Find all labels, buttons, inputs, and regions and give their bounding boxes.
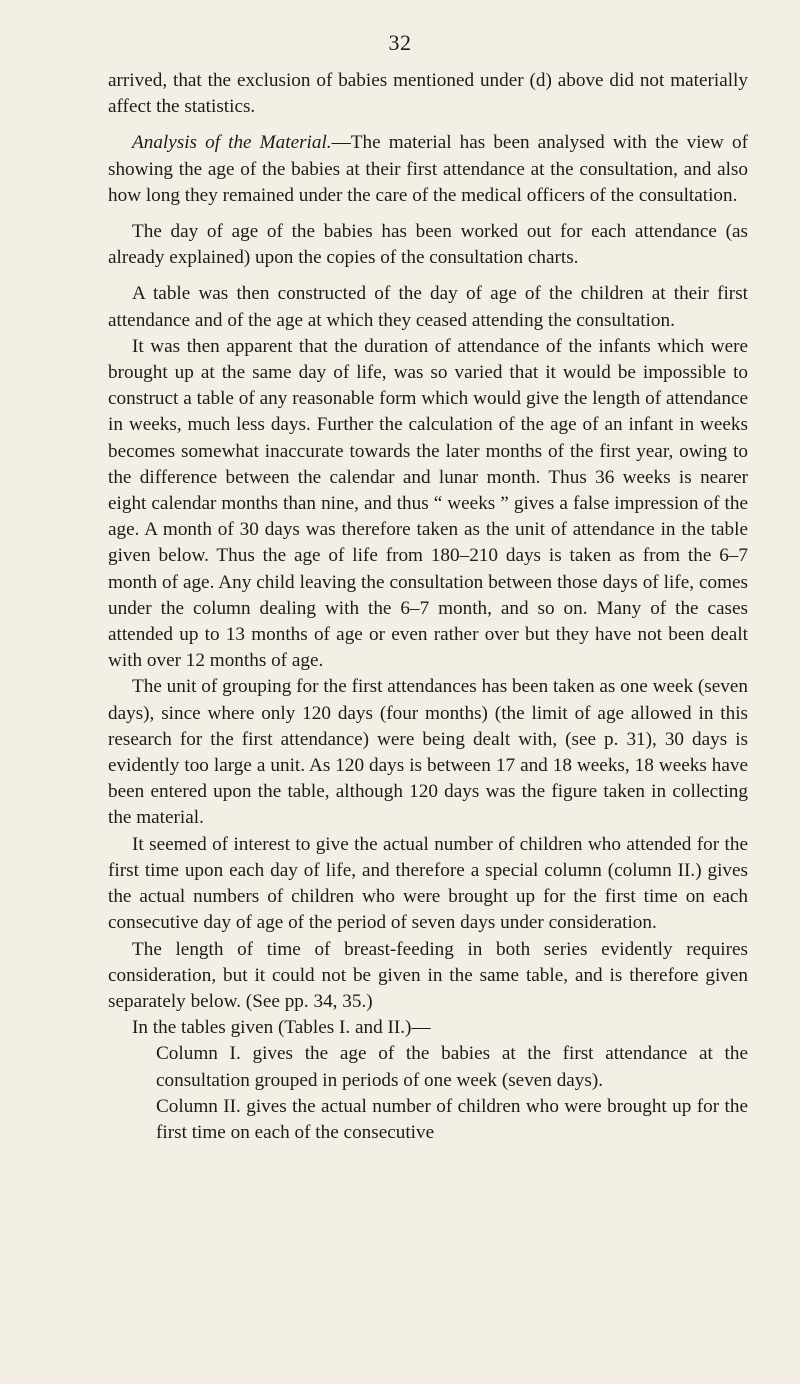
paragraph-unit-grouping: The unit of grouping for the first attendances has been taken as one week (seven days), since where only 120 days (four months) (the limit of age allowed in this research for the first attendance) were being dealt with, (see p. 31), 30 days is evidently too large a unit. As 120 days is between 17 and 18 weeks, 18 weeks have been entered upon the table, although 120 days was the figure taken in collecting the material. bbox=[108, 676, 748, 829]
body-text bbox=[108, 68, 748, 1146]
paragraph-day-of-age: The day of age of the babies has been worked out for each attendance (as already explained) upon the copies of the consultation charts. bbox=[108, 221, 748, 269]
paragraph-analysis bbox=[108, 130, 748, 209]
paragraph-breast-feeding: The length of time of breast-feeding in both series evidently requires consideration, but it could not be given in the same table, and is therefore given separately below. (See pp. 34, 35.) bbox=[108, 938, 748, 1012]
paragraph-tables-intro: In the tables given (Tables I. and II.)— bbox=[132, 1017, 431, 1039]
paragraph-table-constructed: A table was then constructed of the day of age of the children at their first attendance and of the age at which they ceased attending the consultation. bbox=[108, 283, 748, 331]
list-item-column-1: Column I. gives the age of the babies at the first attendance at the consultation grouped in periods of one week (seven days). bbox=[156, 1043, 748, 1091]
paragraph-duration: It was then apparent that the duration of attendance of the infants which were brought up at the same day of life, was so varied that it would be impossible to construct a table of any reasonable form which would give the length of attendance in weeks, much less days. Further the calculation of the age of an infant in weeks becomes somewhat inaccurate towards the later months of the first year, owing to the difference between the calendar and lunar month. Thus 36 weeks is nearer eight calendar months than nine, and thus “ weeks ” gives a false impression of the age. A month of 30 days was therefore taken as the unit of attendance in the table given below. Thus the age of life from 180–210 days is taken as from the 6–7 month of age. Any child leaving the consultation between those days of life, comes under the column dealing with the 6–7 month, and so on. Many of the cases attended up to 13 months of age or even rather over but they have not been dealt with over 12 months of age. bbox=[108, 335, 748, 672]
page-number: 32 bbox=[388, 30, 412, 55]
paragraph-continuation: arrived, that the exclusion of babies mentioned under (d) above did not materially affect the statistics. bbox=[108, 70, 748, 118]
list-item-column-2: Column II. gives the actual number of children who were brought up for the first time on each of the consecutive bbox=[156, 1095, 748, 1143]
paragraph-actual-number: It seemed of interest to give the actual number of children who attended for the first time upon each day of life, and therefore a special column (column II.) gives the actual numbers of children who were brought up for the first time on each consecutive day of age of the period of seven days under consideration. bbox=[108, 833, 748, 934]
paragraph-analysis-text: —The material has been analysed with the view of showing the age of the babies at their first attendance at the consultation, and also how long they remained under the care of the medical officers of the consultation. bbox=[108, 132, 748, 206]
section-subheading: Analysis of the Material. bbox=[132, 132, 332, 154]
